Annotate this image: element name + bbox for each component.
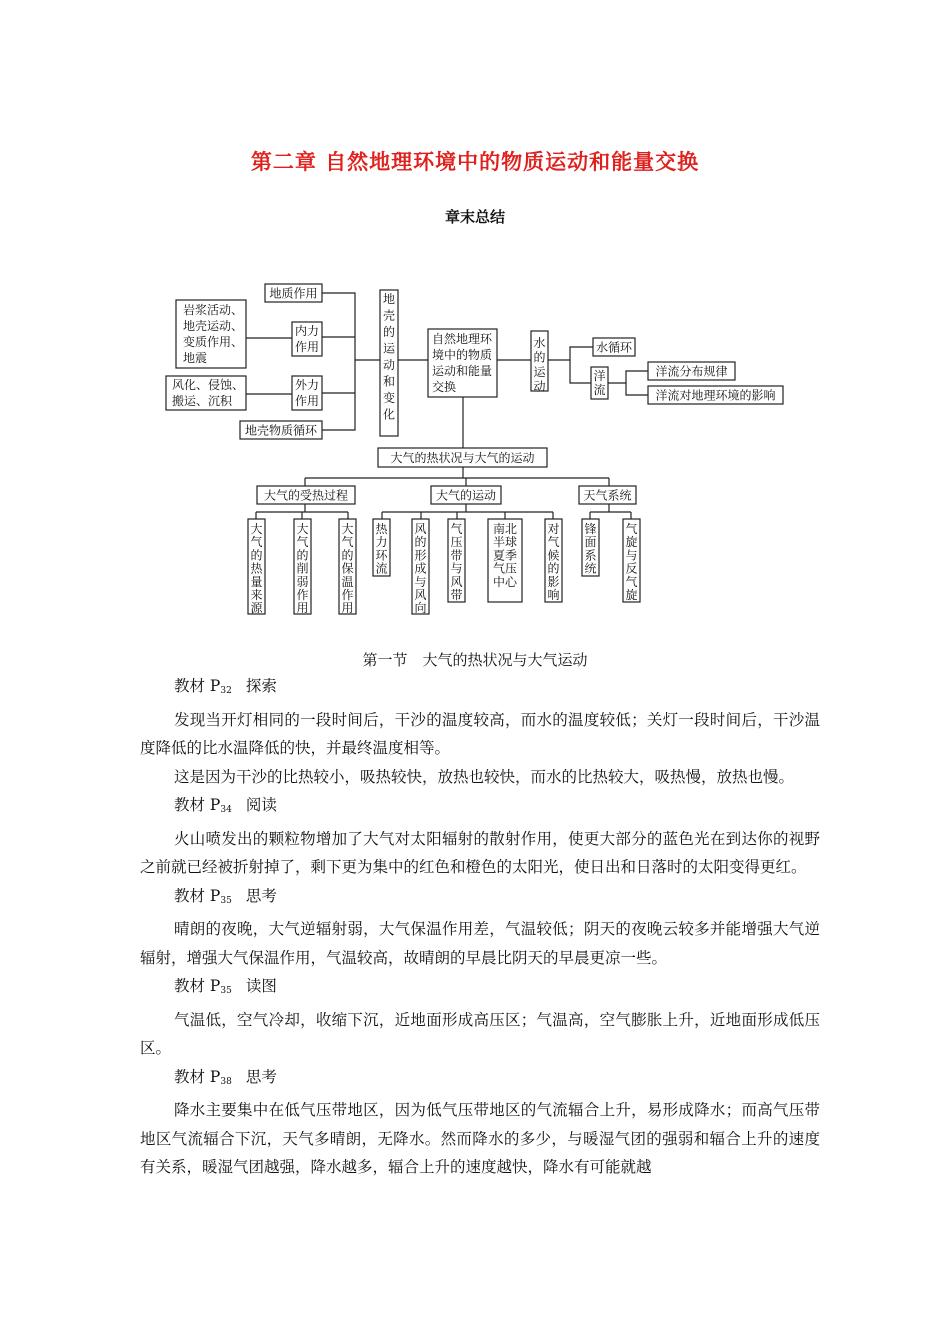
ref-prefix: 教材 P [174,1067,221,1086]
node-center-3: 运动和能量 [432,364,493,378]
chapter-title: 第二章 自然地理环境中的物质运动和能量交换 [250,150,700,174]
content-block [140,882,820,973]
paragraph: 晴朗的夜晚，大气逆辐射弱，大气保温作用差，气温较低；阴天的夜晚云较多并能增强大气逆辐射，增强大气保温作用，气温较高，故晴朗的早晨比阴天的早晨更凉一些。 [140,920,820,967]
textbook-ref [140,672,820,706]
leaf-qiya-zhongxin: 南北半球夏季气压中心 [492,522,518,589]
paragraph: 降水主要集中在低气压带地区，因为低气压带地区的气流辐合上升，易形成降水；而高气压带地区气流辐合下沉，天气多晴朗，无降水。然而降水的多少，与暖湿气团的强弱和辐合上升的速度有关系，暖湿气团越强，降水越多，辐合上升的速度越快，降水有可能就越 [140,1101,820,1176]
textbook-ref [140,791,820,825]
node-daqi-main: 大气的热状况与大气的运动 [390,451,535,465]
node-fenghua-1: 风化、侵蚀、 [172,378,245,392]
chapter-subtitle: 章末总结 [444,208,505,226]
node-shui-yundong: 水的运动 [533,336,546,394]
node-yangliu: 洋流 [593,369,606,397]
concept-map-diagram [0,270,950,620]
node-daqi-yundong: 大气的运动 [435,488,497,503]
leaf-reli-huanliu: 热力环流 [375,522,388,576]
node-neili-1: 内力 [294,324,320,338]
node-center-2: 境中的物质 [432,348,493,362]
textbook-ref [140,972,820,1006]
ref-keyword: 读图 [245,977,277,995]
node-yanjiang-2: 地壳运动、 [183,319,244,333]
ref-prefix: 教材 P [174,677,221,695]
ref-page: 38 [220,1076,232,1087]
node-shourere: 大气的受热过程 [263,488,349,503]
body-content [140,672,820,1182]
ref-keyword: 思考 [245,1067,277,1086]
node-dike-xunhuan: 地壳物质循环 [244,423,318,438]
node-dike-yundong: 地壳的运动和变化 [382,292,396,422]
leaf-fengmian-xitong: 锋面系统 [584,522,597,576]
ref-prefix: 教材 P [174,977,221,995]
node-yangliu-guilv: 洋流分布规律 [655,364,728,379]
node-yangliu-yingxiang: 洋流对地理环境的影响 [655,388,776,403]
ref-prefix: 教材 P [174,796,221,814]
textbook-ref [140,1063,820,1097]
node-neili-2: 作用 [294,340,320,354]
leaf-qihou-yingxiang: 对气候的影响 [547,522,560,602]
leaf-relliang-laiyuan: 大气的热量来源 [250,522,263,616]
node-yanjiang-4: 地震 [183,351,208,365]
paragraph: 气温低，空气冷却，收缩下沉，近地面形成高压区；气温高，空气膨胀上升，近地面形成低压区。 [140,1010,820,1057]
ref-keyword: 探索 [245,677,277,695]
node-fenghua-2: 搬运、沉积 [172,394,233,408]
content-block [140,972,820,1063]
content-block [140,791,820,882]
node-shui-xunhuan: 水循环 [595,340,633,355]
node-waili-2: 作用 [294,394,320,408]
leaf-baowen-zuoyong: 大气的保温作用 [341,522,354,616]
ref-page: 35 [220,895,232,906]
node-tianqi: 天气系统 [583,488,632,503]
paragraph: 火山喷发出的颗粒物增加了大气对太阳辐射的散射作用，使更大部分的蓝色光在到达你的视野之前就已经被折射掉了，剩下更为集中的红色和橙色的太阳光，使日出和日落时的太阳变得更红。 [140,829,820,876]
paragraph: 发现当开灯相同的一段时间后，干沙的温度较高，而水的温度较低；关灯一段时间后，干沙温度降低的比水温降低的快，并最终温度相等。 [140,710,820,757]
ref-page: 35 [220,986,232,996]
node-waili-1: 外力 [294,378,320,392]
ref-keyword: 思考 [245,886,277,905]
leaf-qixuan: 气旋与反气旋 [625,522,638,602]
leaf-feng-xingcheng: 风的形成与风向 [414,522,427,616]
ref-page: 32 [220,686,232,696]
leaf-xueruo-zuoyong: 大气的削弱作用 [296,522,309,616]
textbook-ref [140,882,820,916]
node-yanjiang-1: 岩浆活动、 [183,303,244,317]
node-center-1: 自然地理环 [432,332,493,346]
node-center-4: 交换 [432,380,457,394]
paragraph: 这是因为干沙的比热较小，吸热较快，放热也较快，而水的比热较大，吸热慢，放热也慢。 [174,767,795,786]
ref-page: 34 [220,805,232,815]
ref-prefix: 教材 P [174,886,221,905]
section-title: 第一节 大气的热状况与大气运动 [362,651,588,669]
content-block [140,1063,820,1182]
node-yanjiang-3: 变质作用、 [183,335,244,349]
ref-keyword: 阅读 [245,796,277,814]
leaf-qiyadai-fengdai: 气压带与风带 [450,522,463,602]
content-block [140,672,820,791]
node-dizhi-zuoyong: 地质作用 [269,286,318,301]
